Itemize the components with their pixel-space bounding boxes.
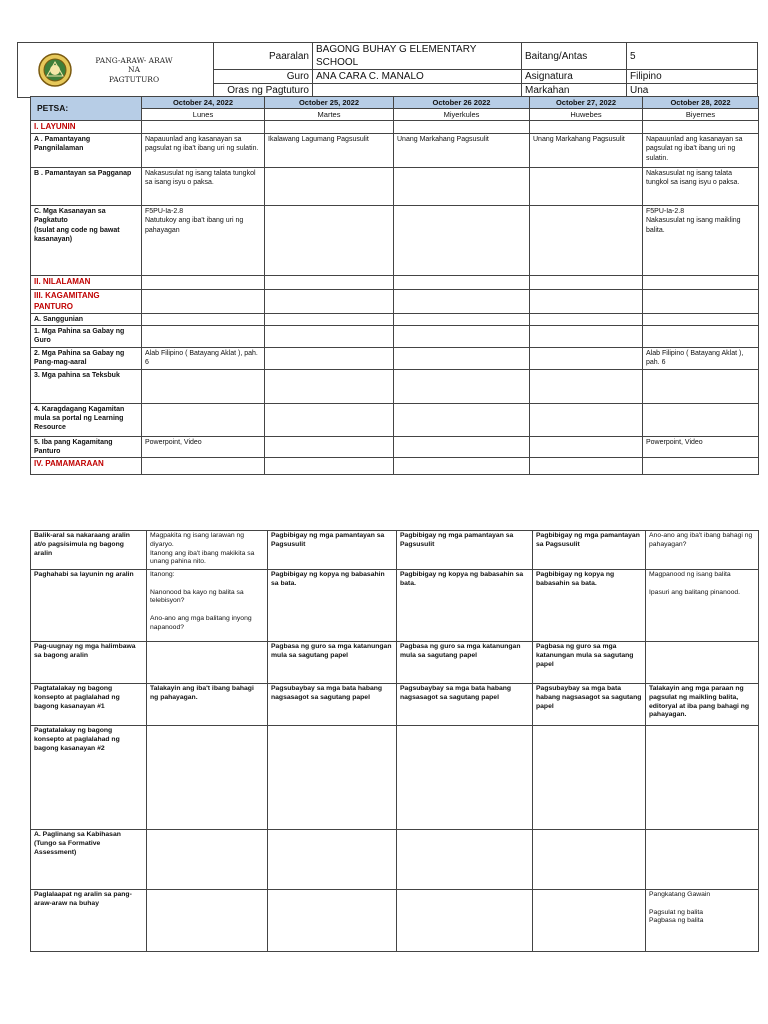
day-cell (394, 404, 530, 437)
day-cell (265, 326, 394, 348)
procedure-cell (268, 830, 397, 890)
day-cell (265, 437, 394, 458)
grade-label: Baitang/Antas (522, 43, 627, 70)
day-cell (394, 276, 530, 290)
day-cell (142, 458, 265, 475)
procedure-label: Balik-aral sa nakaraang aralin at/o pagsisimula ng bagong aralin (31, 531, 147, 570)
procedure-cell (147, 890, 268, 952)
day-cell (394, 290, 530, 314)
procedure-cell: Pagsubaybay sa mga bata habang nagsasagot sa sagutang papel (397, 684, 533, 726)
day-cell: Napauunlad ang kasanayan sa pagsulat ng iba't ibang uri ng sulatin. (643, 134, 759, 168)
day-header: October 24, 2022 Lunes (142, 97, 265, 121)
day-cell: Nakasusulat ng isang talata tungkol sa isang isyu o paksa. (142, 168, 265, 206)
row-label: 3. Mga pahina sa Teksbuk (31, 370, 142, 404)
procedure-cell: Itanong: Nanonood ba kayo ng balita sa telebisyon? Ano-ano ang mga balitang inyong napanood? (147, 570, 268, 642)
day-header: October 27, 2022 Huwebes (530, 97, 643, 121)
procedure-cell: Ano-ano ang iba't ibang bahagi ng pahayagan? (646, 531, 759, 570)
day-cell (530, 370, 643, 404)
day-cell (530, 404, 643, 437)
table-row (31, 684, 759, 726)
school-value: BAGONG BUHAY G ELEMENTARY SCHOOL (313, 43, 522, 70)
day-cell (265, 168, 394, 206)
table-row (31, 121, 759, 134)
day-cell (142, 326, 265, 348)
procedure-label: Paghahabi sa layunin ng aralin (31, 570, 147, 642)
day-cell (394, 370, 530, 404)
procedure-cell: Pagbibigay ng mga pamantayan sa Pagsusulit (268, 531, 397, 570)
procedure-cell: Pagbibigay ng mga pamantayan sa Pagsusulit (533, 531, 646, 570)
row-label: C. Mga Kasanayan sa Pagkatuto (Isulat ang code ng bawat kasanayan) (31, 206, 142, 276)
day-cell: Powerpoint, Video (643, 437, 759, 458)
table-row (31, 290, 759, 314)
day-cell (265, 348, 394, 370)
day-cell (643, 121, 759, 134)
procedure-cell (533, 830, 646, 890)
day-cell (643, 276, 759, 290)
school-seal-icon (36, 52, 74, 88)
table-row (31, 370, 759, 404)
day-cell (530, 276, 643, 290)
procedure-cell (397, 830, 533, 890)
day-cell (643, 314, 759, 326)
procedure-cell (147, 726, 268, 830)
row-label: A . Pamantayang Pangnilalaman (31, 134, 142, 168)
quarter-value: Una (627, 84, 758, 98)
table-row (31, 276, 759, 290)
day-cell: Unang Markahang Pagsusulit (394, 134, 530, 168)
day-cell (265, 206, 394, 276)
subject-value: Filipino (627, 70, 758, 84)
day-cell: Powerpoint, Video (142, 437, 265, 458)
day-cell (530, 437, 643, 458)
procedure-cell: Talakayin ang iba't ibang bahagi ng pahayagan. (147, 684, 268, 726)
procedure-cell (533, 890, 646, 952)
day-cell (265, 314, 394, 326)
table-row (31, 642, 759, 684)
day-cell (643, 326, 759, 348)
day-cell (643, 370, 759, 404)
procedure-cell: Pagbibigay ng mga pamantayan sa Pagsusulit (397, 531, 533, 570)
procedure-label: Paglalaapat ng aralin sa pang-araw-araw na buhay (31, 890, 147, 952)
procedure-cell: Pagbasa ng guro sa mga katanungan mula sa sagutang papel (397, 642, 533, 684)
day-cell (530, 206, 643, 276)
day-cell (530, 458, 643, 475)
day-cell: Alab Filipino ( Batayang Aklat ), pah. 6 (142, 348, 265, 370)
procedure-cell: Pangkatang Gawain Pagsulat ng balita Pagbasa ng balita (646, 890, 759, 952)
day-cell (394, 437, 530, 458)
day-cell (530, 290, 643, 314)
procedure-cell (533, 726, 646, 830)
row-label: 4. Karagdagang Kagamitan mula sa portal ng Learning Resource (31, 404, 142, 437)
procedure-cell: Pagbibigay ng kopya ng babasahin sa bata. (533, 570, 646, 642)
day-header: October 26 2022 Miyerkules (394, 97, 530, 121)
day-cell: Napauunlad ang kasanayan sa pagsulat ng iba't ibang uri ng sulatin. (142, 134, 265, 168)
petsa-label: PETSA: (31, 97, 142, 121)
procedure-cell (646, 726, 759, 830)
procedure-cell: Pagbibigay ng kopya ng babasahin sa bata. (397, 570, 533, 642)
grade-value: 5 (627, 43, 758, 70)
day-cell (530, 314, 643, 326)
procedure-cell: Pagbibigay ng kopya ng babasahin sa bata. (268, 570, 397, 642)
procedure-cell (397, 890, 533, 952)
day-cell (643, 290, 759, 314)
procedure-cell (646, 642, 759, 684)
day-cell (394, 206, 530, 276)
lesson-plan-top-table (30, 96, 759, 475)
day-cell (643, 404, 759, 437)
table-row (31, 570, 759, 642)
school-label: Paaralan (214, 43, 313, 70)
teacher-value: ANA CARA C. MANALO (313, 70, 522, 84)
table-row (31, 168, 759, 206)
table-row (31, 206, 759, 276)
day-cell (142, 290, 265, 314)
day-cell: Alab Filipino ( Batayang Aklat ), pah. 6 (643, 348, 759, 370)
procedure-cell: Magpanood ng isang balita Ipasuri ang balitang pinanood. (646, 570, 759, 642)
procedure-cell: Pagsubaybay sa mga bata habang nagsasagot sa sagutang papel (533, 684, 646, 726)
day-cell (394, 121, 530, 134)
table-row (31, 404, 759, 437)
table-row (31, 890, 759, 952)
procedure-cell (268, 726, 397, 830)
procedure-cell (147, 830, 268, 890)
procedure-cell: Pagbasa ng guro sa mga katanungan mula sa sagutang papel (533, 642, 646, 684)
day-cell (394, 326, 530, 348)
row-label: B . Pamantayan sa Pagganap (31, 168, 142, 206)
day-cell: Ikalawang Lagumang Pagsusulit (265, 134, 394, 168)
lesson-plan-procedure-table (30, 530, 759, 952)
procedure-cell (646, 830, 759, 890)
table-row (31, 437, 759, 458)
day-cell (394, 348, 530, 370)
row-label: III. KAGAMITANG PANTURO (31, 290, 142, 314)
procedure-cell: Magpakita ng isang larawan ng diyaryo. Itanong ang iba't ibang makikita sa unang pahina nito. (147, 531, 268, 570)
procedure-cell (397, 726, 533, 830)
table-row (31, 830, 759, 890)
day-cell (142, 121, 265, 134)
day-cell (530, 348, 643, 370)
time-label: Oras ng Pagtuturo (214, 84, 313, 98)
row-label: I. LAYUNIN (31, 121, 142, 134)
day-cell (265, 276, 394, 290)
day-header: October 25, 2022 Martes (265, 97, 394, 121)
table-row (31, 531, 759, 570)
day-cell (394, 168, 530, 206)
day-cell (265, 404, 394, 437)
day-cell (265, 121, 394, 134)
logo-cell (18, 43, 214, 98)
procedure-label: Pag-uugnay ng mga halimbawa sa bagong aralin (31, 642, 147, 684)
subject-label: Asignatura (522, 70, 627, 84)
procedure-cell (268, 890, 397, 952)
table-row (31, 458, 759, 475)
table-row (31, 134, 759, 168)
day-cell (394, 458, 530, 475)
procedure-cell: Pagbasa ng guro sa mga katanungan mula sa sagutang papel (268, 642, 397, 684)
procedure-label: Pagtatalakay ng bagong konsepto at paglalahad ng bagong kasanayan #1 (31, 684, 147, 726)
day-cell: Nakasusulat ng isang talata tungkol sa isang isyu o paksa. (643, 168, 759, 206)
table-row (31, 348, 759, 370)
day-cell (142, 314, 265, 326)
row-label: 2. Mga Pahina sa Gabay ng Pang-mag-aaral (31, 348, 142, 370)
logo-title: PANG-ARAW- ARAW NA PAGTUTURO (95, 55, 173, 84)
table-row (31, 726, 759, 830)
row-label: II. NILALAMAN (31, 276, 142, 290)
day-cell: Unang Markahang Pagsusulit (530, 134, 643, 168)
procedure-cell (147, 642, 268, 684)
table-row (31, 326, 759, 348)
teacher-label: Guro (214, 70, 313, 84)
day-cell (142, 404, 265, 437)
day-cell (265, 370, 394, 404)
day-cell (142, 276, 265, 290)
day-cell: F5PU-Ia-2.8 Natutukoy ang iba't ibang uri ng pahayagan (142, 206, 265, 276)
row-label: IV. PAMAMARAAN (31, 458, 142, 475)
day-cell (142, 370, 265, 404)
row-label: A. Sanggunian (31, 314, 142, 326)
day-cell (265, 290, 394, 314)
day-cell (530, 326, 643, 348)
procedure-label: A. Paglinang sa Kabihasan (Tungo sa Formative Assessment) (31, 830, 147, 890)
procedure-cell: Pagsubaybay sa mga bata habang nagsasagot sa sagutang papel (268, 684, 397, 726)
day-cell: F5PU-Ia-2.8 Nakasusulat ng isang maikling balita. (643, 206, 759, 276)
row-label: 1. Mga Pahina sa Gabay ng Guro (31, 326, 142, 348)
procedure-label: Pagtatalakay ng bagong konsepto at paglalahad ng bagong kasanayan #2 (31, 726, 147, 830)
procedure-cell: Talakayin ang mga paraan ng pagsulat ng maikling balita, editoryal at iba pang bahagi ng pahayagan. (646, 684, 759, 726)
header-table (17, 42, 758, 98)
day-cell (643, 458, 759, 475)
day-cell (394, 314, 530, 326)
day-cell (530, 121, 643, 134)
table-row (31, 314, 759, 326)
day-header: October 28, 2022 Biyernes (643, 97, 759, 121)
quarter-label: Markahan (522, 84, 627, 98)
day-cell (265, 458, 394, 475)
day-cell (530, 168, 643, 206)
row-label: 5. Iba pang Kagamitang Panturo (31, 437, 142, 458)
